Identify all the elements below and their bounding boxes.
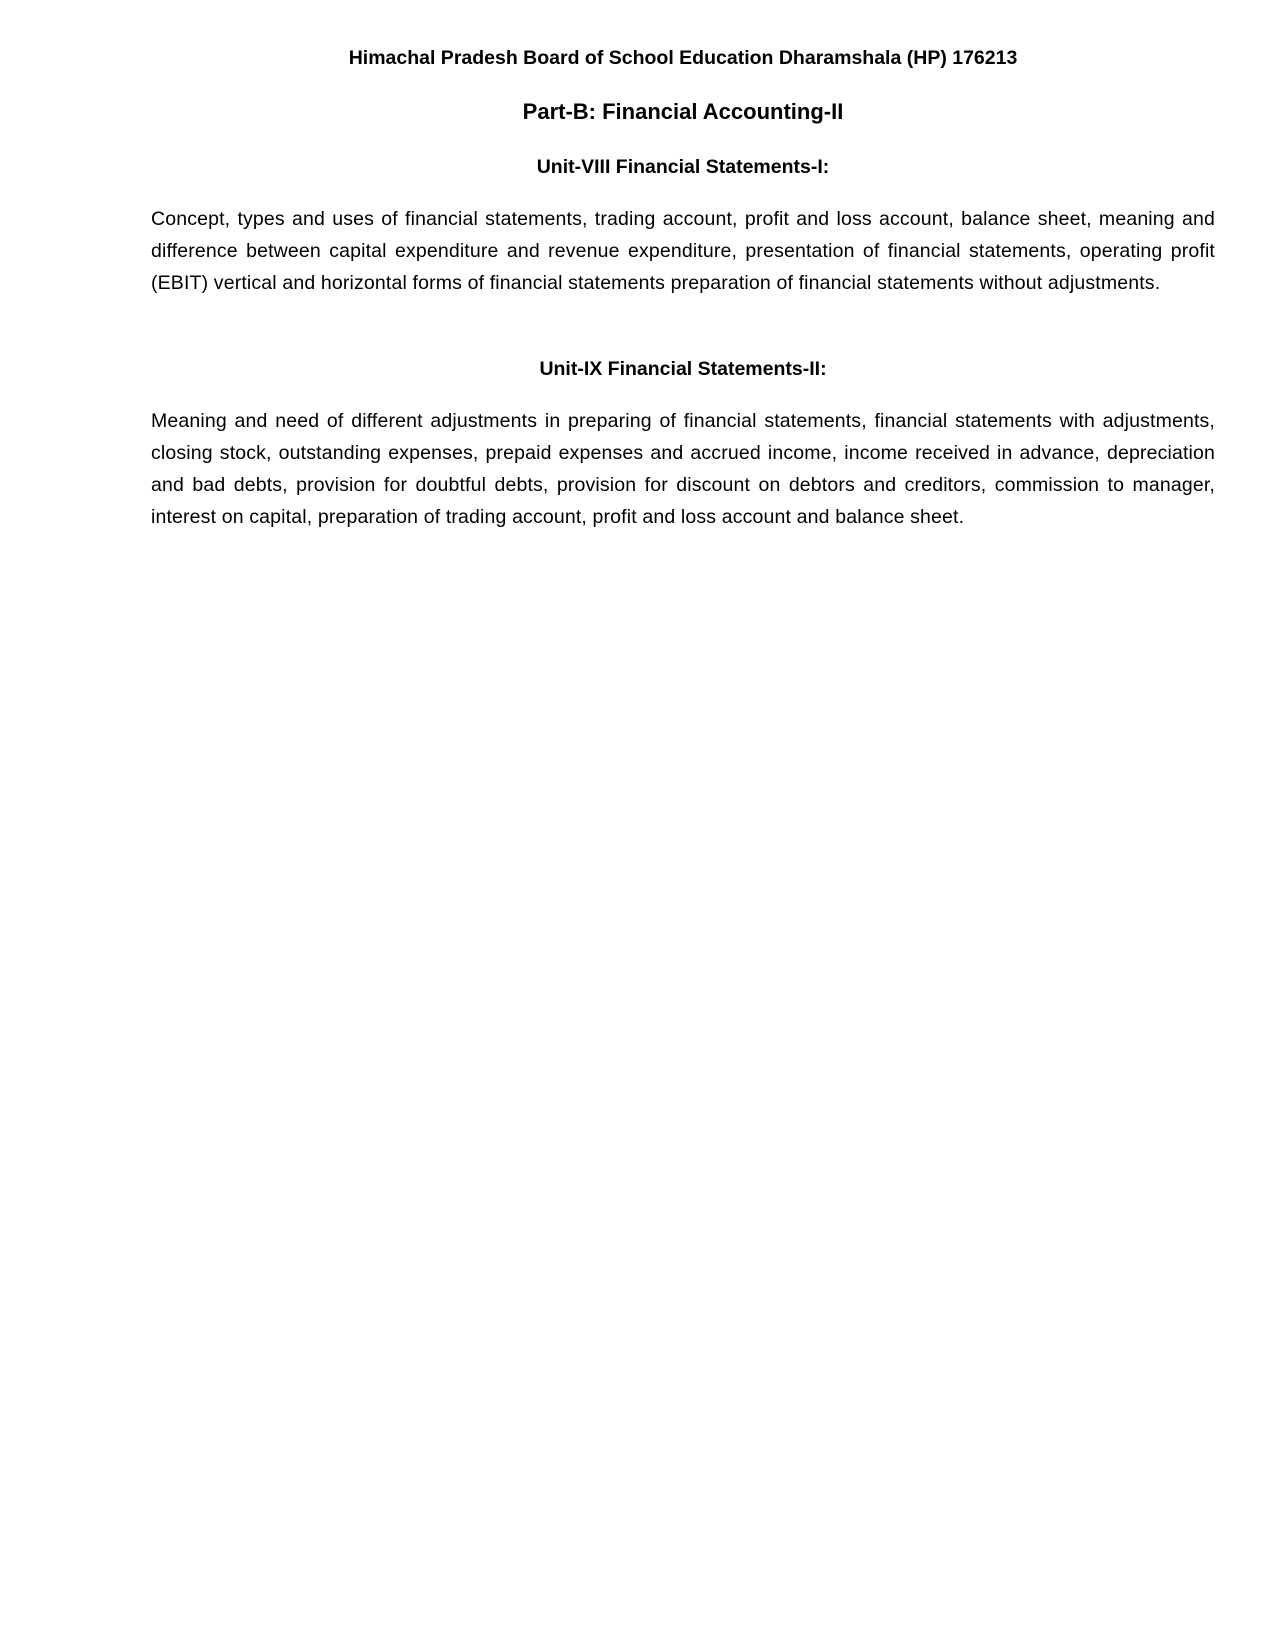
unit-ix-body: Meaning and need of different adjustments in preparing of financial statements, financial statements with adjustments, closing stock, outstanding expenses, prepaid expenses and accrued income, income received in advance, depreciation and bad debts, provision for doubtful debts, provision for discount on debtors and creditors, commission to manager, interest on capital, preparation of trading account, profit and loss account and balance sheet. bbox=[151, 410, 1215, 528]
unit-viii-heading: Unit-VIII Financial Statements-I: bbox=[536, 156, 830, 178]
part-title: Part-B: Financial Accounting-II bbox=[522, 99, 844, 124]
unit-ix-heading: Unit-IX Financial Statements-II: bbox=[539, 358, 827, 380]
board-header: Himachal Pradesh Board of School Education Dharamshala (HP) 176213 bbox=[348, 47, 1018, 69]
unit-viii-body: Concept, types and uses of financial statements, trading account, profit and loss account, balance sheet, meaning and difference between capital expenditure and revenue expenditure, presentation of financial statements, operating profit (EBIT) vertical and horizontal forms of financial statements preparation of financial statements without adjustments. bbox=[151, 208, 1215, 294]
